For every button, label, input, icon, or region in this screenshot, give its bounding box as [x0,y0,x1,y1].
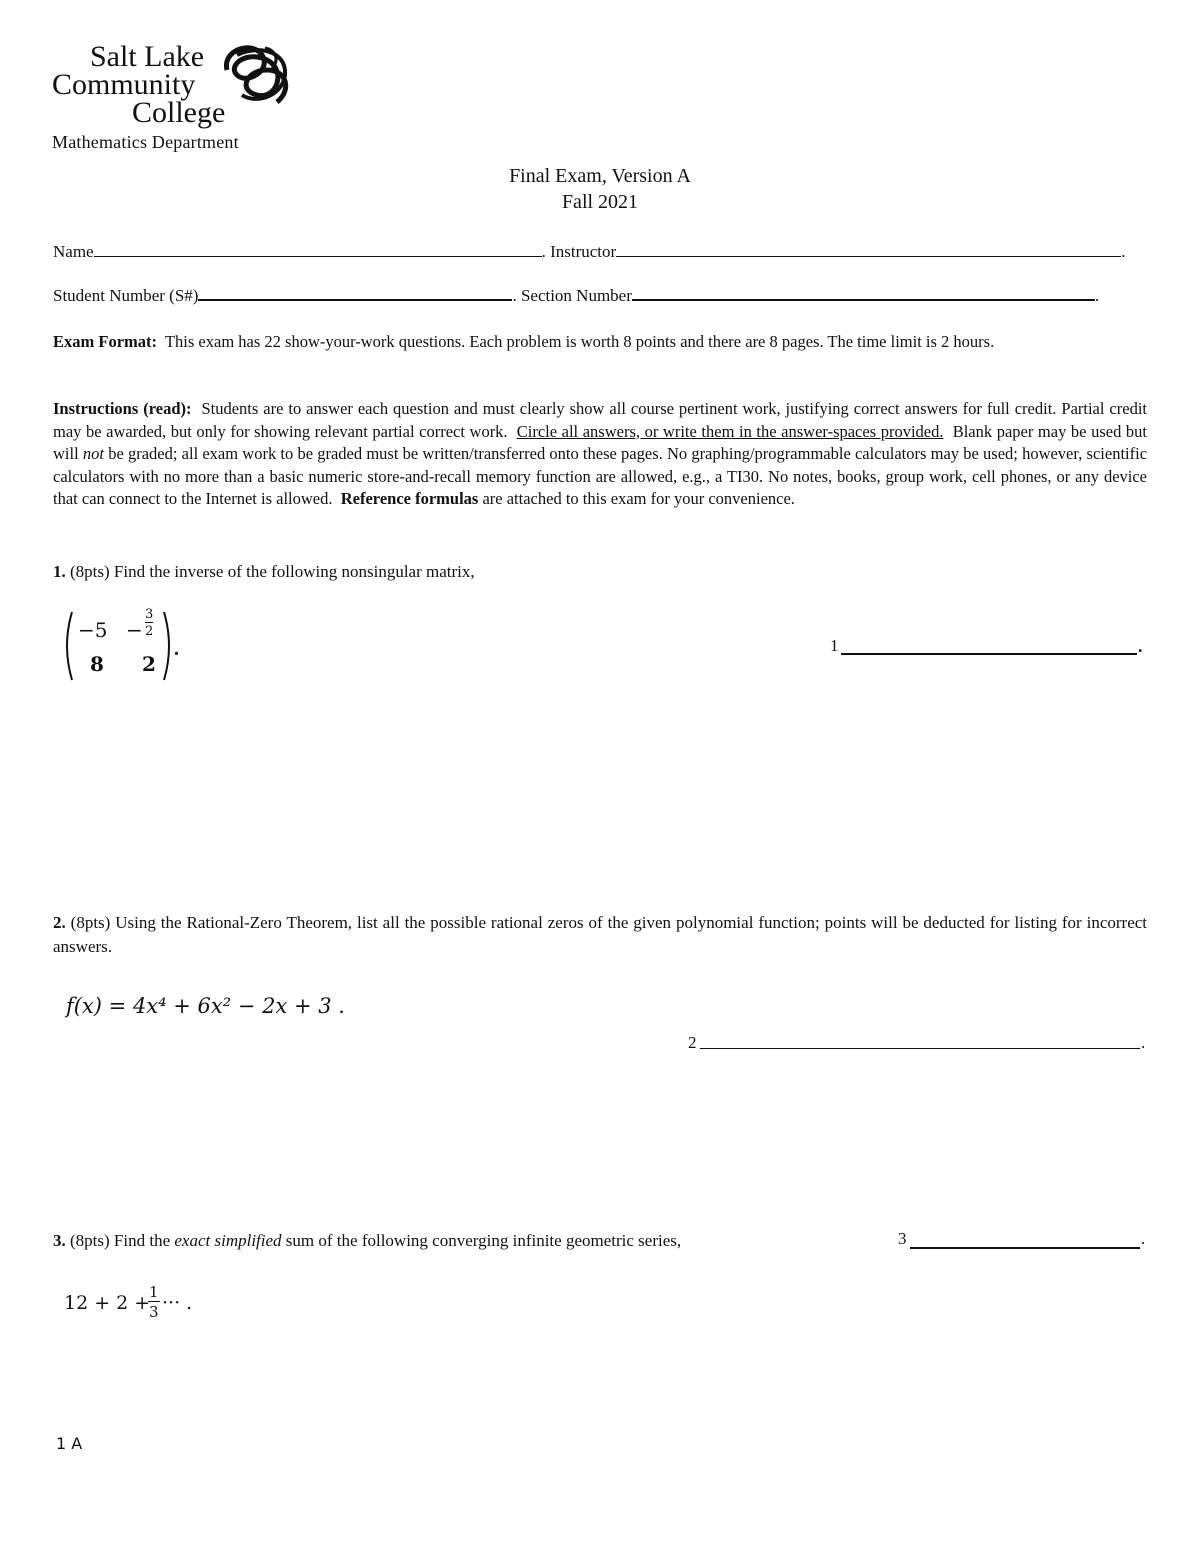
instructions-paragraph [53,398,1147,511]
answer-1-period: . [1138,636,1143,656]
logo-department: Mathematics Department [52,132,239,152]
question-number: 1. [53,562,66,581]
series-end: ··· . [162,1292,193,1314]
instructions-underlined: Circle all answers, or write them in the answer-spaces provided. [516,421,944,441]
exam-format-text: This exam has 22 show-your-work questions. Each problem is worth 8 points and there are 8 pages. The time limit is 2 hours. [164,332,995,351]
question-text: Find the inverse of the following nonsingular matrix, [113,562,475,581]
answer-3-label: 3 [898,1229,907,1248]
answer-1-label: 1 [830,636,839,655]
exam-format-label: Exam Format: [53,332,158,351]
name-label: Name [53,242,94,261]
section-number-label: . Section Number [512,286,632,305]
instructor-field[interactable] [616,255,1121,257]
instructions-text-1: Students are to answer each question and must clearly show all course pertinent work, justifying correct answers for full credit. Partial credit may be awarded, but only for showing relevant partial correct work. [53,399,1147,441]
answer-1-field[interactable] [841,653,1137,655]
matrix-period: . [174,638,179,660]
answer-3-field[interactable] [910,1247,1140,1249]
name-field[interactable] [94,255,542,257]
exam-format-paragraph [53,331,1147,354]
answer-2-period: . [1141,1033,1146,1052]
question-points: (8pts) [70,913,111,932]
matrix-cell-2-2: 2 [142,652,156,676]
answer-2-label: 2 [688,1033,697,1052]
logo-line-1: Salt Lake [90,40,205,73]
reference-formulas-label: Reference formulas [340,489,479,508]
matrix-cell-1-2-sign: − [126,618,143,642]
college-logo [52,40,312,160]
name-instructor-row [53,241,1147,263]
question-3 [53,1229,681,1253]
question-number: 3. [53,1231,66,1250]
matrix-frac-den: 2 [145,624,154,639]
question-text-after: sum of the following converging infinite geometric series, [285,1231,682,1250]
instructions-not: not [82,444,104,463]
question-points: (8pts) [70,562,110,581]
instructions-text-2: Blank paper may be used but will [53,421,1147,463]
instructions-text-4: are attached to this exam for your convenience. [482,489,795,508]
series-frac-den: 3 [149,1303,159,1321]
logo-line-3: College [132,96,226,129]
question-1 [53,560,475,584]
logo-line-2: Community [52,68,196,101]
series-formula [64,1284,264,1334]
polynomial-formula: f(x) = 4x⁴ + 6x² − 2x + 3 . [66,994,345,1018]
series-start: 12 + 2 + [64,1292,151,1314]
matrix-frac-num: 3 [145,607,154,622]
exam-title: Final Exam, Version A [509,165,691,187]
celtic-knot-icon [217,40,297,112]
answer-2-field[interactable] [700,1048,1140,1049]
instructions-label: Instructions (read): [53,399,192,418]
exam-term: Fall 2021 [561,191,639,213]
student-number-label: Student Number (S#) [53,286,199,305]
instructions-text-3: be graded; all exam work to be graded must be written/transferred onto these pages. No graphing/programmable calculators may be used; however, scientific calculators with no more than a basic numeric store-and-recall memory function are allowed, e.g., a TI30. No notes, books, group work, cell phones, or any device that can connect to the Internet is allowed. [53,444,1148,508]
question-2 [53,911,1147,959]
end-period: . [1121,242,1126,261]
question-points: (8pts) [70,1231,110,1250]
question-number: 2. [53,913,66,932]
instructor-label: . Instructor [541,242,617,261]
matrix [60,608,190,684]
question-text-before: Find the [113,1231,171,1250]
student-number-field[interactable] [198,298,512,301]
page-footer: 1 A [56,1434,83,1453]
series-frac-num: 1 [149,1283,159,1301]
section-number-field[interactable] [632,298,1095,301]
matrix-cell-2-1: 8 [90,652,104,676]
matrix-cell-1-1: −5 [78,618,108,642]
question-emphasis: exact simplified [174,1231,282,1250]
answer-3-period: . [1141,1229,1146,1248]
question-text: Using the Rational-Zero Theorem, list all the possible rational zeros of the given polynomial function; points will be deducted for listing for incorrect answers. [53,913,1148,956]
end-period: . [1094,286,1100,305]
student-section-row [53,285,1147,307]
